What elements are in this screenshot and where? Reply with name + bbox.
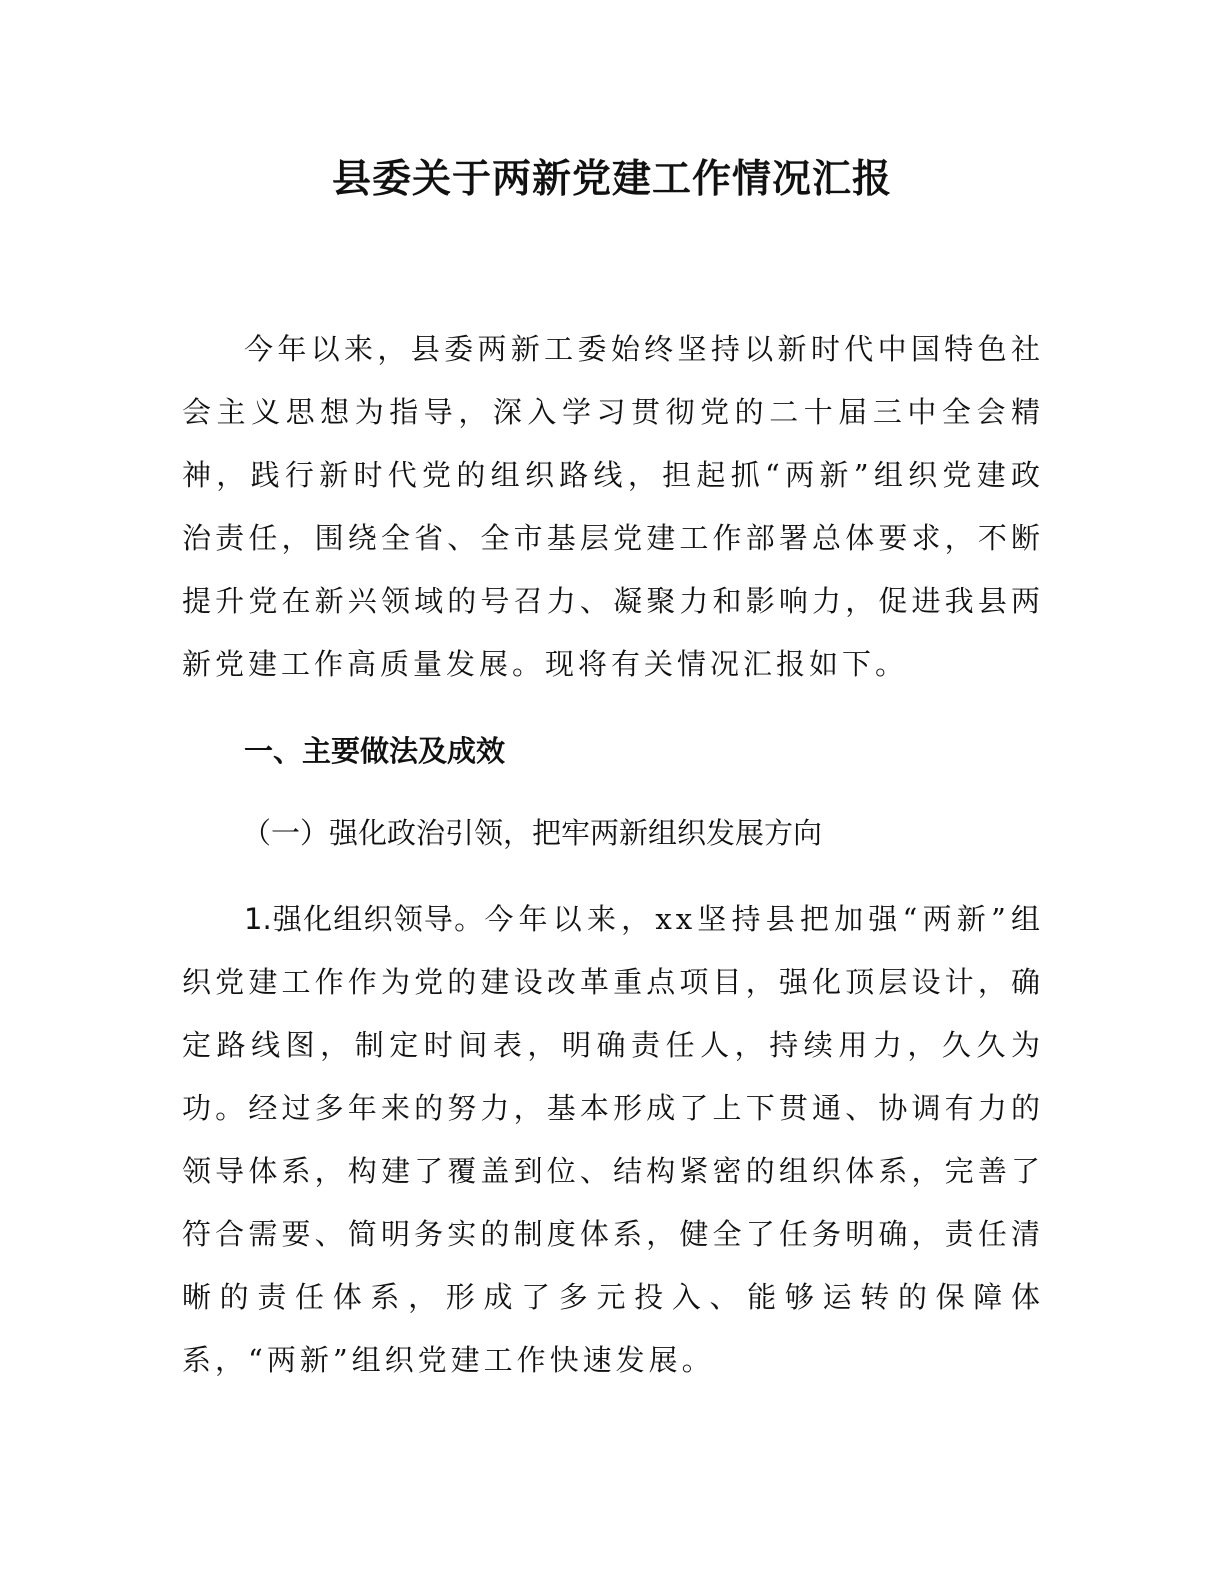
item-paragraph <box>182 888 1044 1392</box>
document-title: 县委关于两新党建工作情况汇报 <box>331 157 892 202</box>
subsection-heading: （一）强化政治引领，把牢两新组织发展方向 <box>242 816 823 850</box>
section-heading: 一、主要做法及成效 <box>244 734 506 768</box>
intro-paragraph: 今年以来，县委两新工委始终坚持以新时代中国特色社会主义思想为指导，深入学习贯彻党的二十届三中全会精神，践行新时代党的组织路线，担起抓“两新”组织党建政治责任，围绕全省、全市基层党建工作部署总体要求，不断提升党在新兴领域的号召力、凝聚力和影响力，促进我县两新党建工作高质量发展。现将有关情况汇报如下。 <box>182 332 1044 681</box>
item-body: 今年以来，xx坚持县把加强“两新”组织党建工作作为党的建设改革重点项目，强化顶层设计，确定路线图，制定时间表，明确责任人，持续用力，久久为功。经过多年来的努力，基本形成了上下贯通、协调有力的领导体系，构建了覆盖到位、结构紧密的组织体系，完善了符合需要、简明务实的制度体系，健全了任务明确，责任清晰的责任体系，形成了多元投入、能够运转的保障体系，“两新”组织党建工作快速发展。 <box>182 902 1044 1377</box>
item-lead: 1.强化组织领导。 <box>244 902 485 936</box>
